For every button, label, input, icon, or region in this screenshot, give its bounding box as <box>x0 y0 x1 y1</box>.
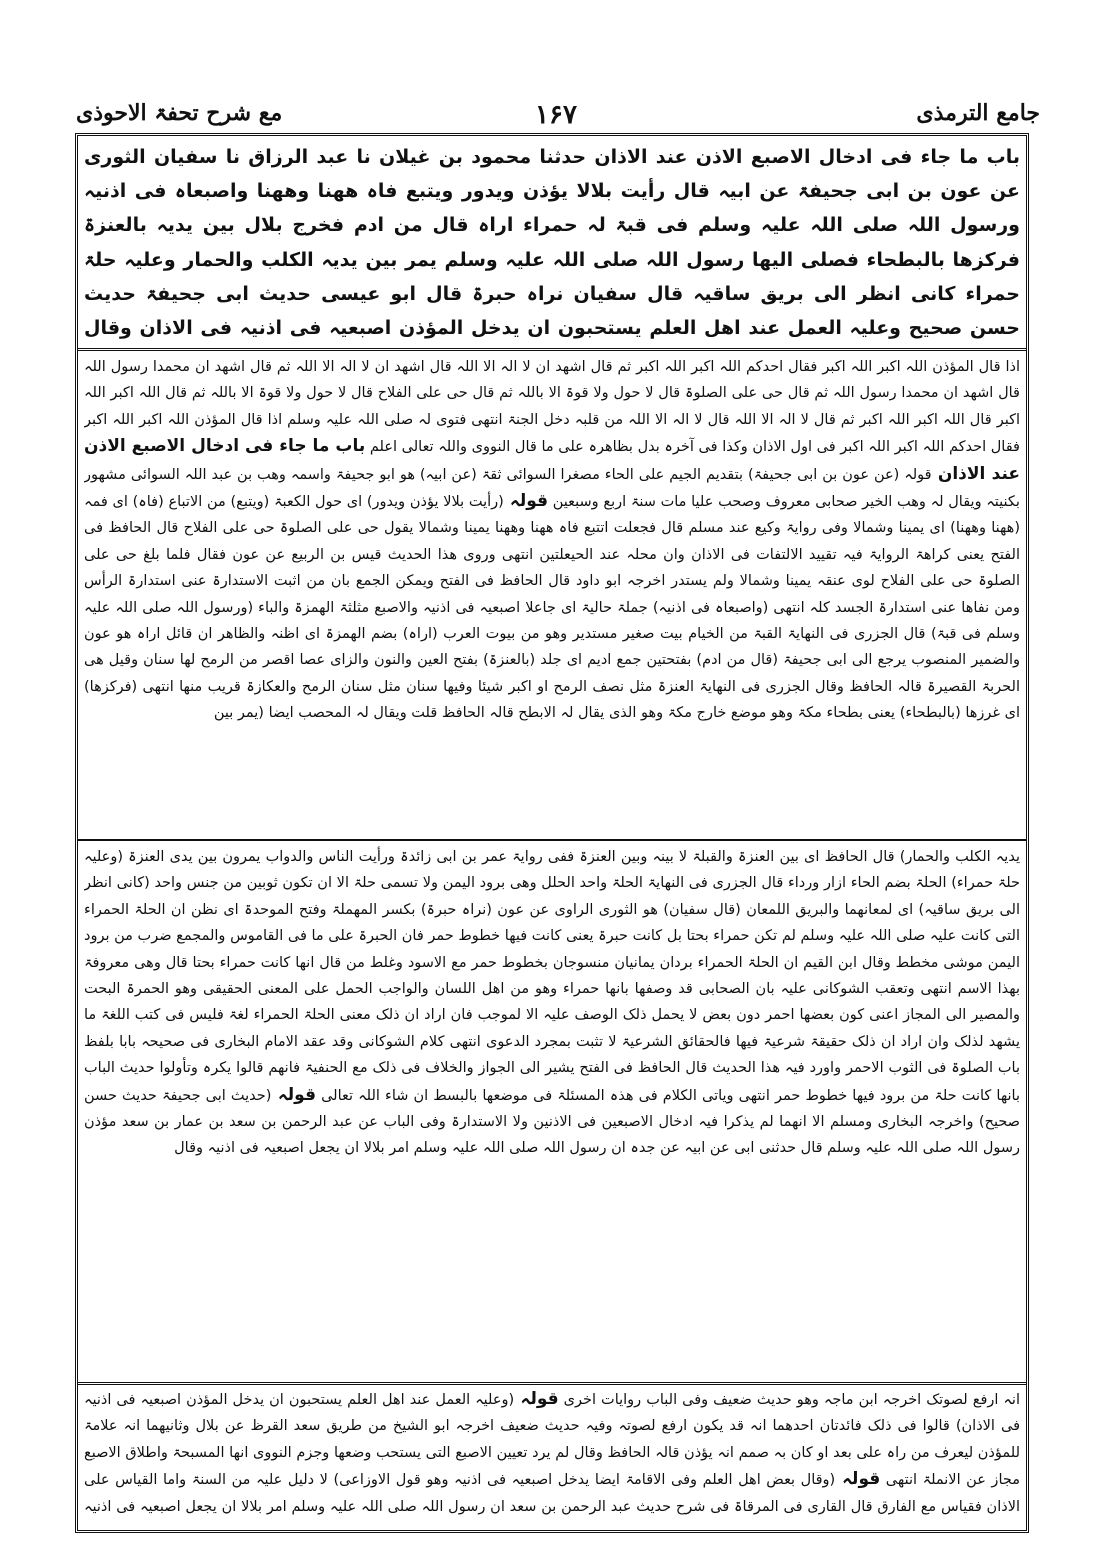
commentary-text: (حدیث ابی جحیفۃ حدیث حسن صحیح) واخرجہ البخاری ومسلم الا انھما لم یذکرا فیہ ادخال الاصبعین فی الاذنین ولا الاستدارۃ وفی الباب عن عبد الرحمن بن سعد بن عمار بن سعد مؤذن رسول اللہ صلی اللہ علیہ وسلم قال حدثنی ابی عن ابیہ عن جدہ ان رسول اللہ صلی اللہ علیہ وسلم امر بلالا ان یجعل اصبعیہ فی اذنیہ وقال <box>84 1087 1020 1157</box>
commentary-paragraph <box>84 1386 1020 1526</box>
commentary-text: اذا قال المؤذن اللہ اکبر اللہ اکبر فقال احدکم اللہ اکبر اللہ اکبر ثم قال اشھد ان لا الہ الا اللہ قال اشھد ان لا الہ الا اللہ ثم قال اشھد ان محمدا رسول اللہ قال اشھد ان محمدا رسول اللہ ثم قال حی علی الصلوۃ قال لا حول ولا قوۃ الا باللہ ثم قال حی علی الفلاح قال لا حول ولا قوۃ الا باللہ ثم قال اللہ اکبر اللہ اکبر قال اللہ اکبر اللہ اکبر ثم قال لا الہ الا اللہ قال لا الہ الا اللہ من قلبہ دخل الجنۃ انتھی فتوی لہ صلی اللہ علیہ وسلم اذا قال المؤذن اللہ اکبر اللہ اکبر فقال احدکم اللہ اکبر اللہ اکبر فی اول الاذان وکذا فی آخرہ بدل بظاھرہ علی ما قال النووی واللہ تعالی اعلم <box>84 359 1020 456</box>
commentary-block-3 <box>84 1386 1020 1526</box>
page-number: ۱۶۷ <box>535 100 577 130</box>
commentary-text: (وعلیہ العمل عند اھل العلم یستحبون ان یدخل المؤذن اصبعیہ فی اذنیہ فی الاذان) قالوا فی ذلک فائدتان احدھما انہ قد یکون ارفع لصوتہ وفیہ حدیث ضعیف اخرجہ ابو الشیخ من طریق سعد القرظ عن بلال وثانیھما انہ علامۃ للمؤذن لیعرف من راہ علی بعد او کان بہ صمم انہ یؤذن قالہ الحافظ وقال لم یرد تعیین الاصبع التی یستحب وضعھا وجزم النووی انھا المسبحۃ واطلاق الاصبع مجاز عن الانملۃ انتھی <box>84 1392 1020 1489</box>
qawluhu-lemma: قولہ <box>271 1084 316 1105</box>
commentary-paragraph <box>84 354 1020 727</box>
commentary-title: مع شرح تحفۃ الاحوذی <box>76 100 283 126</box>
hadith-body: باب ما جاء فی ادخال الاصبع الاذن عند الاذان حدثنا محمود بن غیلان نا عبد الرزاق نا سفیان الثوری عن عون بن ابی جحیفۃ عن ابیہ قال رأیت بلالا یؤذن ویدور ویتبع فاہ ھھنا وھھنا واصبعاہ فی اذنیہ ورسول اللہ صلی اللہ علیہ وسلم فی قبۃ لہ حمراء اراہ قال من ادم فخرج بلال بین یدیہ بالعنزۃ فرکزھا بالبطحاء فصلی الیھا رسول اللہ صلی اللہ علیہ وسلم یمر بین یدیہ الکلب والحمار وعلیہ حلۃ حمراء کانی انظر الی بریق ساقیہ قال سفیان نراہ حبرۃ قال ابو عیسی حدیث ابی جحیفۃ حدیث حسن صحیح وعلیہ العمل عند اھل العلم یستحبون ان یدخل المؤذن اصبعیہ فی اذنیہ فی الاذان وقال <box>84 146 1020 340</box>
commentary-text: انہ ارفع لصوتک اخرجہ ابن ماجہ وھو حدیث ضعیف وفی الباب روایات اخری <box>558 1392 1020 1408</box>
hadith-text-block <box>84 140 1020 346</box>
chapter-lemma: باب ما جاء فی ادخال الاصبع الاذن عند الاذان <box>84 436 1020 484</box>
commentary-text: (رأیت بلالا یؤذن ویدور) ای حول الکعبۃ (ویتبع) من الاتباع (فاہ) ای فمہ (ھھنا وھھنا) ای یمینا وشمالا وفی روایۃ وکیع عند مسلم قال فجعلت اتتبع فاہ ھھنا وھھنا یمینا وشمالا یقول حی علی الصلوۃ حی علی الفلاح قال الحافظ فی الفتح یعنی کراھۃ الروایۃ فیہ تقیید الالتفات فی الاذان وان محلہ عند الحیعلتین انتھی وروی ھذا الحدیث قیس بن الربیع عن عون فقال فلما بلغ حی علی الصلوۃ حی علی الفلاح لوی عنقہ یمینا وشمالا ولم یستدر اخرجہ ابو داود قال الحافظ فی الفتح ویمکن الجمع بان من اثبت الاستدارۃ عنی استدارۃ الرأس ومن نفاھا عنی استدارۃ الجسد کلہ انتھی (واصبعاہ فی اذنیہ) جملۃ حالیۃ ای جاعلا اصبعیہ فی اذنیہ والاصبع مثلثۃ الھمزۃ والباء (ورسول اللہ صلی اللہ علیہ وسلم فی قبۃ) قال الجزری فی النھایۃ القبۃ من الخیام بیت صغیر مستدیر وھو من بیوت العرب (اراہ) بضم الھمزۃ ای اظنہ والظاھر ان قائل اراہ ھو عون والضمیر المنصوب یرجع الی ابی جحیفۃ (قال من ادم) بفتحتین جمع ادیم ای جلد (بالعنزۃ) بفتح العین والنون والزای عصا اقصر من الرمح لھا سنان وقیل ھی الحربۃ القصیرۃ قالہ الحافظ وقال الجزری فی النھایۃ العنزۃ مثل نصف الرمح او اکبر شیئا وفیھا سنان مثل سنان الرمح والعکازۃ قریب منھا انتھی (فرکزھا) ای غرزھا (بالبطحاء) یعنی بطحاء مکۃ وھو موضع خارج مکۃ وھو الذی یقال لہ الابطح قالہ الحافظ قلت ویقال لہ المحصب ایضا (یمر بین <box>84 494 1020 722</box>
qawluhu-lemma: قولہ <box>835 1469 881 1490</box>
commentary-text: قولہ (عن عون بن ابی جحیفۃ) بتقدیم الجیم علی الحاء مصغرا السوائی ثقۃ (عن ابیہ) ھو ابو جحیفۃ واسمہ وھب بن عبد اللہ السوائی مشھور بکنیتہ ویقال لہ وھب الخیر صحابی معروف وصحب علیا مات سنۃ اربع وسبعین <box>84 466 1020 511</box>
commentary-paragraph <box>84 844 1020 1162</box>
commentary-text: یدیہ الکلب والحمار) قال الحافظ ای بین العنزۃ والقبلۃ لا بینہ وبین العنزۃ ففی روایۃ عمر بن ابی زائدۃ ورأیت الناس والدواب یمرون بین یدی العنزۃ (وعلیہ حلۃ حمراء) الحلۃ بضم الحاء ازار ورداء قال الجزری فی النھایۃ الحلۃ واحد الحلل وھی برود الیمن ولا تسمی حلۃ الا ان تکون ثوبین من جنس واحد (کانی انظر الی بریق ساقیہ) ای لمعانھما والبریق اللمعان (قال سفیان) ھو الثوری الراوی عن عون (نراہ حبرۃ) بکسر المھملۃ وفتح الموحدۃ ای نظن ان الحلۃ الحمراء التی کانت علیہ صلی اللہ علیہ وسلم لم تکن حمراء بحتا بل کانت حبرۃ یعنی کانت فیھا خطوط حمر فان الحبرۃ علی ما فی القاموس والمجمع ضرب من برود الیمن موشی مخطط وقال ابن القیم ان الحلۃ الحمراء بردان یمانیان منسوجان بخطوط حمر مع الاسود وغلط من قال انھا کانت حمراء بحتا قال وھی معروفۃ بھذا الاسم انتھی وتعقب الشوکانی علیہ بان الصحابی قد وصفھا بانھا حمراء وھو من اھل اللسان والواجب الحمل علی المعنی الحقیقی وھو الحمرۃ البحت والمصیر الی المجاز اعنی کون بعضھا احمر دون بعض لا یحمل ذلک الوصف علیہ الا لموجب فان اراد ان ذلک معنی الحلۃ الحمراء لغۃ فلیس فی کتب اللغۃ ما یشھد لذلک وان اراد ان ذلک حقیقۃ شرعیۃ فیھا فالحقائق الشرعیۃ لا تثبت بمجرد الدعوی انتھی کلام الشوکانی وقد عقد الامام البخاری فی صحیحہ بابا بلفظ باب الصلوۃ فی الثوب الاحمر واورد فیہ ھذا الحدیث قال الحافظ فی الفتح یشیر الی الجواز والخلاف فی ذلک مع الحنفیۃ فانھم قالوا یکرہ وتأولوا حدیث الباب بانھا کانت حلۃ من برود فیھا خطوط حمر انتھی ویاتی الکلام فی ھذہ المسئلۃ فی موضعھا بالبسط ان شاء اللہ تعالی <box>84 849 1020 1104</box>
qawluhu-lemma: قولہ <box>514 1389 559 1409</box>
qawluhu-lemma: قولہ <box>503 491 548 512</box>
book-title: جامع الترمذی <box>916 100 1040 126</box>
section-divider <box>78 1382 1026 1385</box>
section-divider <box>78 348 1026 351</box>
line-divider <box>78 839 1026 841</box>
commentary-block-2 <box>84 844 1020 1380</box>
text-frame <box>75 133 1029 1533</box>
hadith-text <box>84 140 1020 346</box>
running-header <box>70 96 1042 136</box>
commentary-text: (وقال بعض اھل العلم وفی الاقامۃ ایضا یدخل اصبعیہ فی اذنیہ وھو قول الاوزاعی) لا دلیل علیہ من السنۃ واما القیاس علی الاذان فقیاس مع الفارق قال القاری فی المرقاۃ فی شرح حدیث عبد الرحمن بن سعد ان رسول اللہ صلی اللہ علیہ وسلم امر بلالا ان یجعل اصبعیہ فی اذنیہ <box>84 1472 1020 1515</box>
